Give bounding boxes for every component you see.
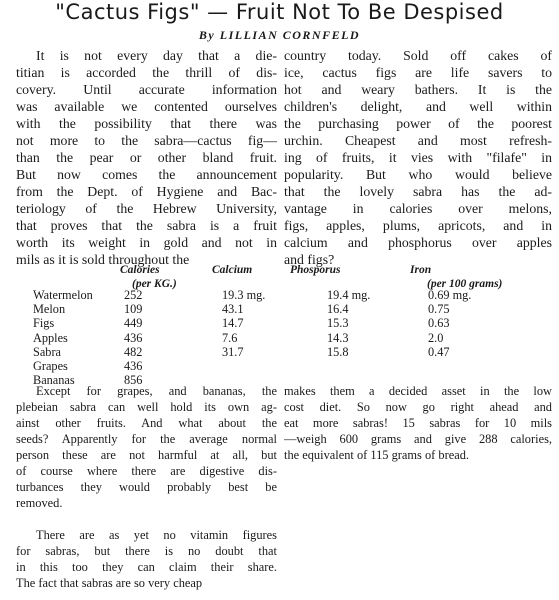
table-cell-iron: 0.69 mg. xyxy=(428,288,472,302)
text-line: country today. Sold off cakes of xyxy=(284,48,552,63)
text-line: calcium and phosphorus over apples xyxy=(284,235,552,250)
table-cell-phosphorus: 14.3 xyxy=(327,330,349,345)
table-cell-calcium: 7.6 xyxy=(222,330,238,345)
table-cell-fruit: Apples xyxy=(33,330,68,345)
text-line: that proves that the sabra is a fruit xyxy=(16,218,277,233)
header-per-kg: (per KG.) xyxy=(132,278,177,290)
text-line: in this too they can claim their share. xyxy=(16,560,277,574)
text-line: removed. xyxy=(16,496,63,510)
text-line: children's delight, and well within xyxy=(284,99,552,114)
table-cell-calories: 482 xyxy=(124,344,143,359)
text-line: There are as yet no vitamin figures xyxy=(36,528,277,542)
table-cell-iron: 0.75 xyxy=(428,302,450,317)
table-cell-calories: 109 xyxy=(124,302,143,317)
header-calories: Calories xyxy=(120,264,160,276)
text-line xyxy=(16,511,277,527)
text-line: titian is accorded the thrill of dis- xyxy=(16,65,277,80)
table-cell-calcium: 31.7 xyxy=(222,344,244,359)
text-line: from the Dept. of Hygiene and Bac- xyxy=(16,184,277,199)
text-line: eat more sabras! 15 sabras for 10 mils xyxy=(284,416,552,430)
text-line: of course where there are digestive dis- xyxy=(16,464,277,478)
text-line: worth its weight in gold and not in xyxy=(16,235,277,250)
table-cell-calories: 252 xyxy=(124,288,143,302)
header-phosphorus: Phosporus xyxy=(290,264,341,276)
body-column-1 xyxy=(16,47,277,268)
table-cell-iron: 0.63 xyxy=(428,316,450,331)
table-cell-calories: 436 xyxy=(124,330,143,345)
table-cell-fruit: Sabra xyxy=(33,344,61,359)
table-cell-calories: 436 xyxy=(124,359,143,373)
text-line: that the lovely sabra has the ad- xyxy=(284,184,552,199)
table-cell-calcium: 43.1 xyxy=(222,302,244,317)
text-line: with the possibility that there was xyxy=(16,116,277,131)
table-cell-iron: 0.47 xyxy=(428,344,450,359)
text-line: ice, cactus figs are life savers to xyxy=(284,65,552,80)
headline: "Cactus Figs" — Fruit Not To Be Despised xyxy=(55,0,504,24)
text-line: makes them a decided asset in the low xyxy=(284,384,552,398)
text-line: Except for grapes, and bananas, the xyxy=(36,384,277,398)
text-line: mils as it is sold throughout the xyxy=(16,252,190,267)
text-line: The fact that sabras are so very cheap xyxy=(16,576,203,590)
table-cell-calcium: 14.7 xyxy=(222,316,244,331)
table-cell-calories: 856 xyxy=(124,373,143,388)
text-line: turbances they would probably best be xyxy=(16,480,277,494)
text-line: cost diet. So now go right ahead and xyxy=(284,400,552,414)
text-line: popularity. But who would believe xyxy=(284,167,552,182)
table-cell-fruit: Bananas xyxy=(33,373,75,388)
text-line: not more to the sabra—cactus fig— xyxy=(16,133,277,148)
text-line: seeds? Apparently for the average normal xyxy=(16,432,277,446)
body-column-4 xyxy=(284,383,552,463)
table-cell-phosphorus: 16.4 xyxy=(327,302,349,317)
table-cell-calories: 449 xyxy=(124,316,143,331)
table-cell-iron: 2.0 xyxy=(428,330,444,345)
header-calcium: Calcium xyxy=(212,264,253,276)
byline: By LILLIAN CORNFELD xyxy=(198,28,361,42)
text-line: than the pear or other bland fruit. xyxy=(16,150,277,165)
text-line: for sabras, but there is no doubt that xyxy=(16,544,277,558)
text-line: person these are not harmful at all, but xyxy=(16,448,277,462)
text-line: ainst other fruits. And what about the xyxy=(16,416,277,430)
text-line: It is not every day that a die- xyxy=(36,48,277,63)
table-cell-phosphorus: 15.8 xyxy=(327,344,349,359)
header-iron: Iron xyxy=(410,264,432,276)
table-cell-fruit: Grapes xyxy=(33,359,68,373)
table-cell-fruit: Melon xyxy=(33,302,66,317)
header-per-100-grams: (per 100 grams) xyxy=(427,278,503,290)
text-line: plebeian sabra can well hold its own ag- xyxy=(16,400,277,414)
table-cell-phosphorus: 15.3 xyxy=(327,316,349,331)
body-column-3 xyxy=(16,383,277,591)
table-cell-fruit: Figs xyxy=(33,316,55,331)
text-line: ing of fruits, it vies with "filafe" in xyxy=(284,150,552,165)
text-line: —weigh 600 grams and give 288 calories, xyxy=(284,432,552,446)
text-line: hot and weary bathers. It is the xyxy=(284,82,552,97)
text-line: urchin. Cheapest and most refresh- xyxy=(284,133,552,148)
body-column-2 xyxy=(284,47,552,268)
text-line: But now comes the announcement xyxy=(16,167,277,182)
text-line: was available we contented ourselves xyxy=(16,99,277,114)
text-line: vantage in calories over melons, xyxy=(284,201,552,216)
text-line: and figs? xyxy=(284,252,335,267)
text-line: the purchasing power of the poorest xyxy=(284,116,552,131)
text-line: covery. Until accurate information xyxy=(16,82,277,97)
table-cell-calcium: 19.3 mg. xyxy=(222,288,266,302)
table-cell-fruit: Watermelon xyxy=(33,288,93,302)
text-line: figs, apples, plums, apricots, and in xyxy=(284,218,552,233)
text-line: teriology of the Hebrew University, xyxy=(16,201,277,216)
table-cell-phosphorus: 19.4 mg. xyxy=(327,288,371,302)
text-line: the equivalent of 115 grams of bread. xyxy=(284,448,469,462)
